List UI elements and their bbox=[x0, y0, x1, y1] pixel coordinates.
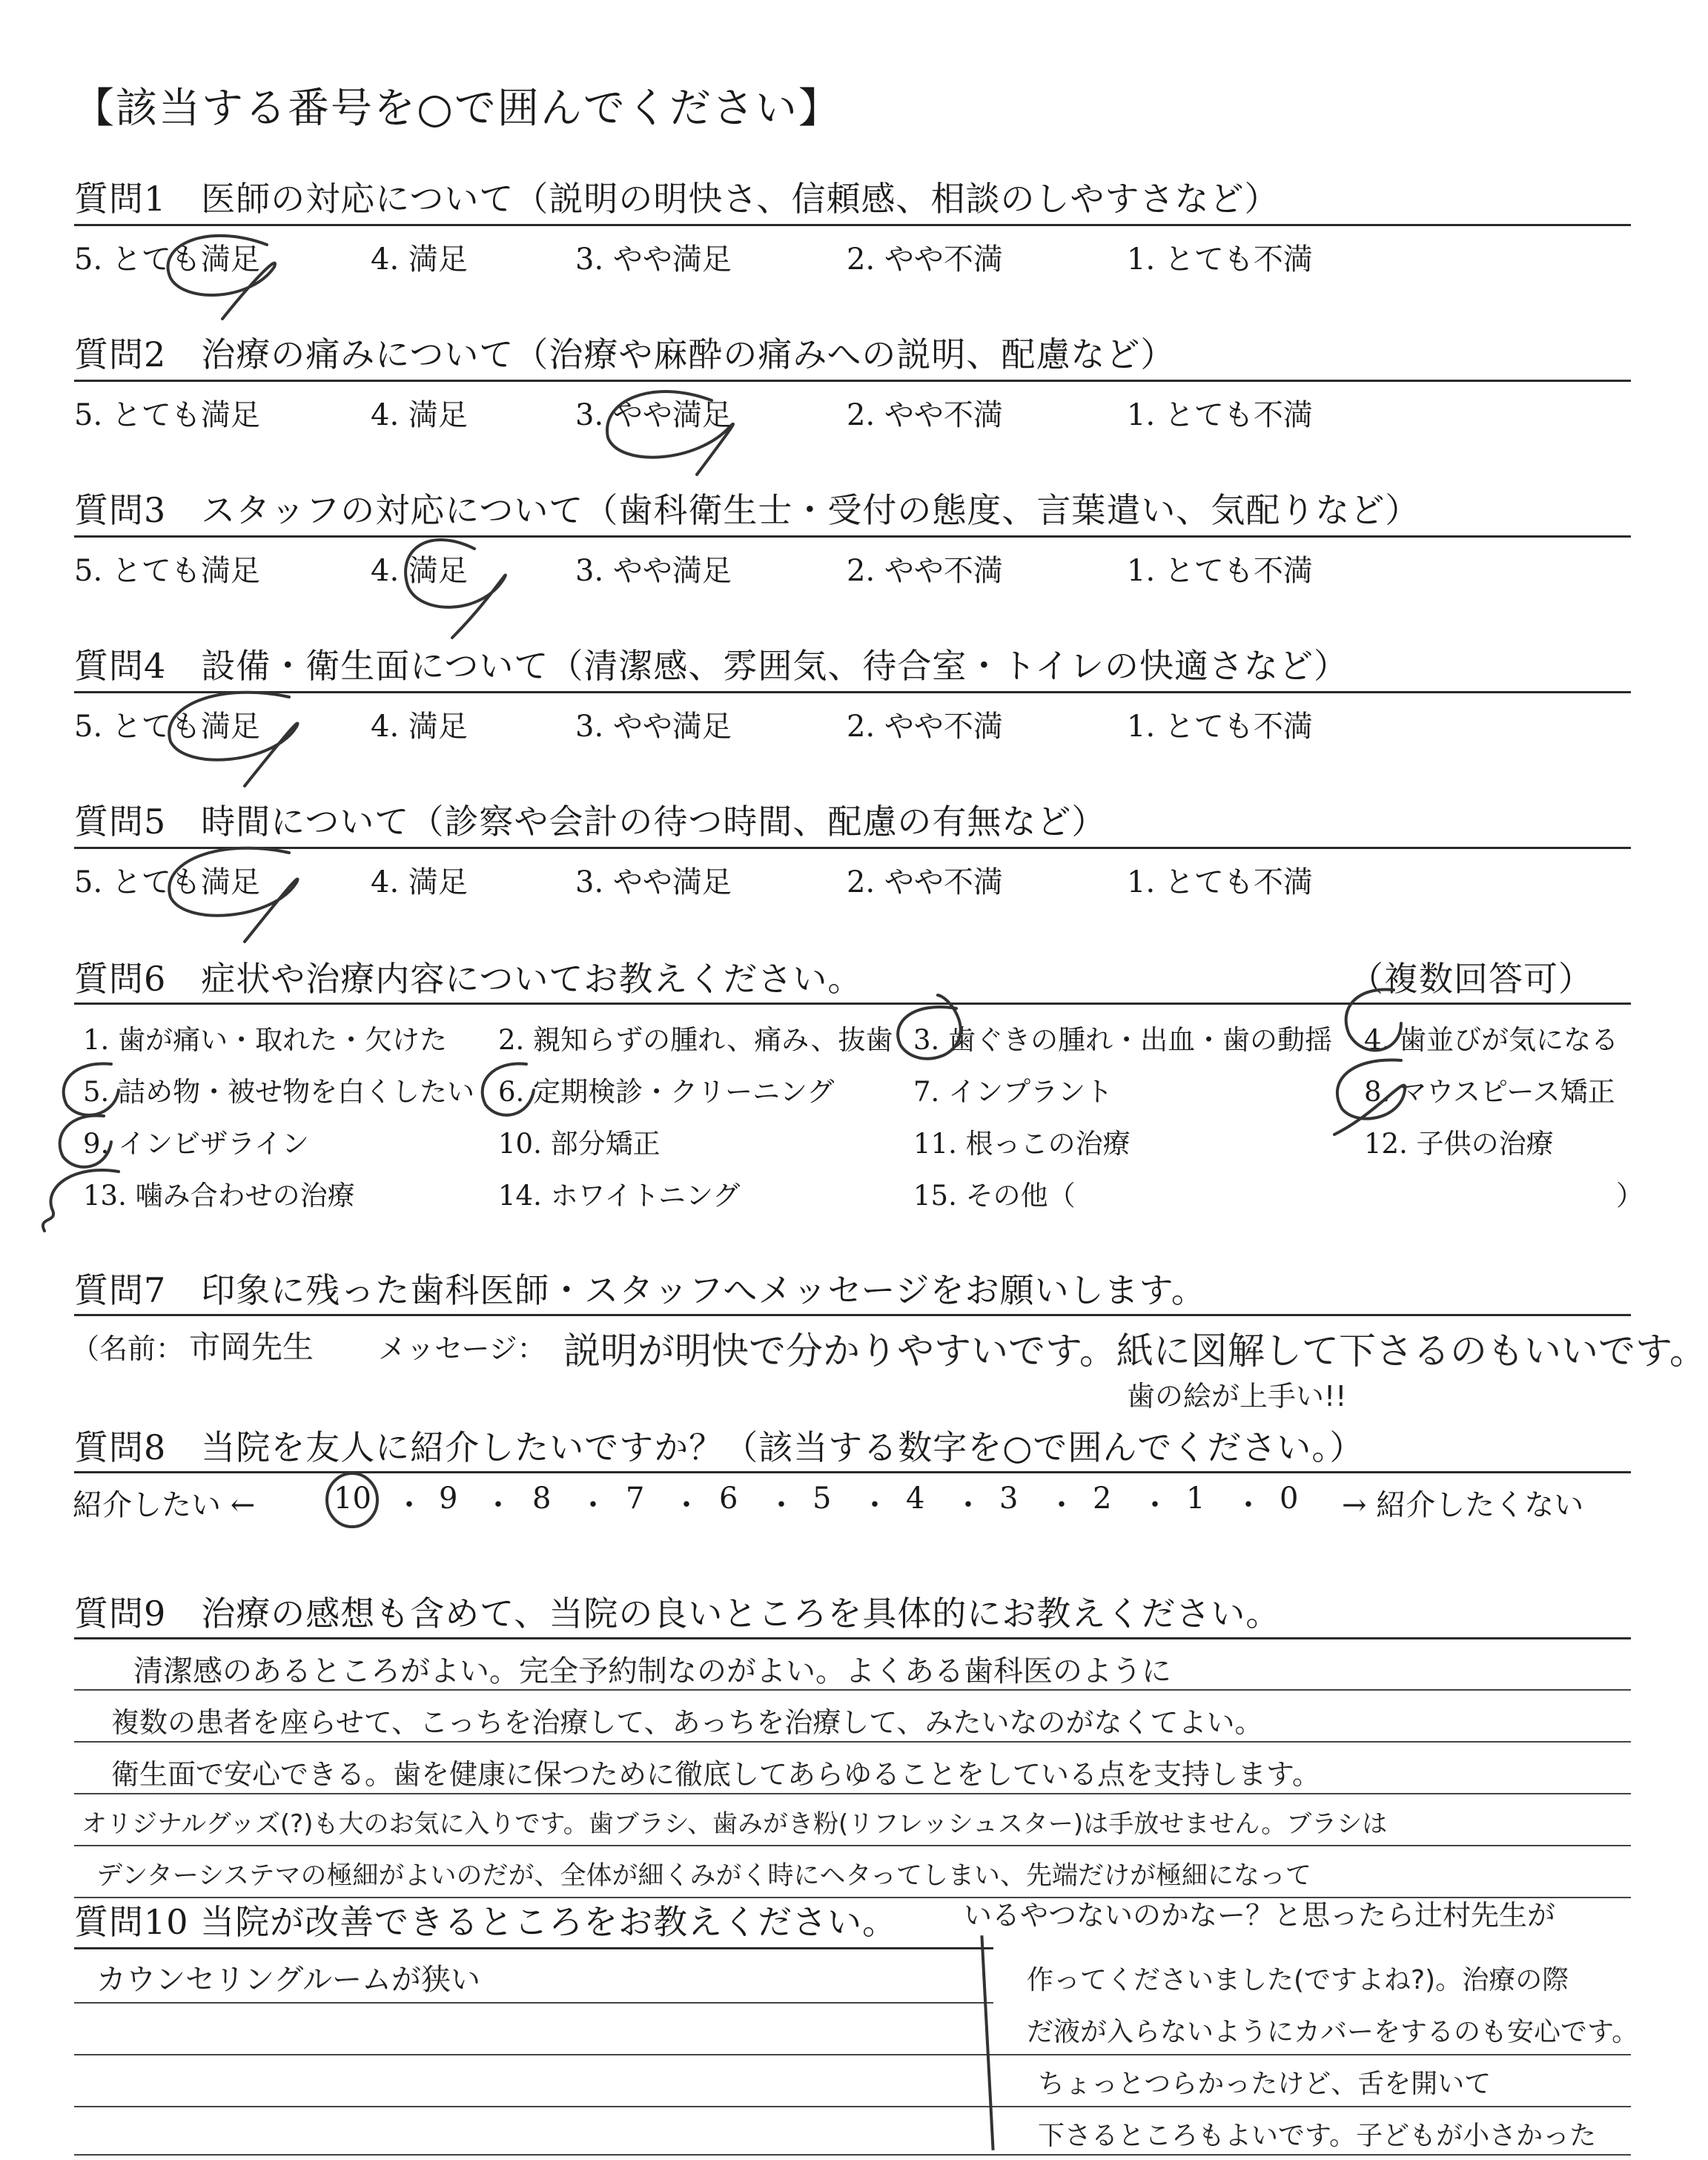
q1-options bbox=[74, 236, 1631, 280]
q6-item-12[interactable]: 12. 子供の治療 bbox=[1364, 1128, 1554, 1160]
q1-option-5[interactable]: 5. とても満足 bbox=[74, 242, 260, 277]
q6-item-8[interactable]: 8. マウスピース矯正 bbox=[1364, 1076, 1615, 1108]
q9-continued-line-2[interactable]: だ液が入らないようにカバーをするのも安心です。 bbox=[1027, 2017, 1639, 2047]
q8-right-label: → 紹介したくない bbox=[1342, 1488, 1584, 1522]
q9-answer-line-6[interactable]: いるやつないのかなー？と思ったら辻村先生が bbox=[964, 1899, 1556, 1932]
q6-item-14[interactable]: 14. ホワイトニング bbox=[498, 1180, 741, 1212]
q4-rule bbox=[74, 691, 1631, 693]
q7-name-label: （名前： bbox=[71, 1332, 185, 1365]
q8-scale-dot: ・ bbox=[953, 1488, 983, 1522]
q8-scale-1[interactable]: 1 bbox=[1186, 1482, 1205, 1516]
q8-scale-8[interactable]: 8 bbox=[532, 1482, 552, 1516]
q8-left-label: 紹介したい ← bbox=[73, 1488, 256, 1522]
q6-item-4[interactable]: 4. 歯並びが気になる bbox=[1364, 1024, 1619, 1056]
q1-option-4[interactable]: 4. 満足 bbox=[371, 242, 468, 277]
q8-scale-dot: ・ bbox=[578, 1488, 608, 1522]
q3-title: 質問3 スタッフの対応について（歯科衛生士・受付の態度、言葉遣い、気配りなど） bbox=[74, 490, 1420, 530]
q3-options bbox=[74, 547, 1631, 592]
q8-scale bbox=[334, 1482, 1371, 1526]
q8-scale-4[interactable]: 4 bbox=[906, 1482, 925, 1516]
q2-option-3[interactable]: 3. やや満足 bbox=[575, 398, 732, 432]
q9-answer-line-1[interactable]: 清潔感のあるところがよい。完全予約制なのがよい。よくある歯科医のように bbox=[133, 1654, 1171, 1688]
q10-answer[interactable]: カウンセリングルームが狭い bbox=[96, 1963, 480, 1997]
q9-line-rule bbox=[74, 1793, 1631, 1794]
q4-option-2[interactable]: 2. やや不満 bbox=[847, 710, 1003, 744]
q9-answer-line-2[interactable]: 複数の患者を座らせて、こっちを治療して、あっちを治療して、みたいなのがなくてよい。 bbox=[111, 1706, 1263, 1739]
q9-continuation-divider bbox=[980, 1935, 994, 2150]
q5-option-1[interactable]: 1. とても不満 bbox=[1127, 865, 1313, 899]
q9-title: 質問9 治療の感想も含めて、当院の良いところを具体的にお教えください。 bbox=[74, 1593, 1281, 1634]
q1-rule bbox=[74, 224, 1631, 226]
q2-option-1[interactable]: 1. とても不満 bbox=[1127, 398, 1313, 432]
instruction-header: 【該当する番号を○で囲んでください】 bbox=[73, 85, 841, 133]
q6-item-2[interactable]: 2. 親知らずの腫れ、痛み、抜歯 bbox=[498, 1024, 893, 1056]
q5-option-5[interactable]: 5. とても満足 bbox=[74, 865, 260, 899]
q2-title: 質問2 治療の痛みについて（治療や麻酔の痛みへの説明、配慮など） bbox=[74, 334, 1176, 374]
q8-scale-dot: ・ bbox=[1140, 1488, 1170, 1522]
q8-title: 質問8 当院を友人に紹介したいですか？（該当する数字を○で囲んでください。） bbox=[74, 1427, 1365, 1467]
q4-option-3[interactable]: 3. やや満足 bbox=[575, 710, 732, 744]
q10-line-rule bbox=[74, 2106, 1631, 2107]
q5-options bbox=[74, 859, 1631, 903]
q6-title: 質問6 症状や治療内容についてお教えください。 bbox=[74, 959, 863, 999]
q3-option-1[interactable]: 1. とても不満 bbox=[1127, 554, 1313, 588]
q10-line-rule bbox=[74, 2154, 1631, 2156]
q1-option-3[interactable]: 3. やや満足 bbox=[575, 242, 732, 277]
q6-other-close: ） bbox=[1616, 1180, 1644, 1212]
q10-line-rule bbox=[74, 2002, 993, 2004]
q10-title: 質問10 当院が改善できるところをお教えください。 bbox=[74, 1902, 898, 1942]
q8-scale-dot: ・ bbox=[1234, 1488, 1263, 1522]
q6-item-11[interactable]: 11. 根っこの治療 bbox=[913, 1128, 1131, 1160]
q8-scale-10[interactable]: 10 bbox=[334, 1482, 371, 1516]
q7-title: 質問7 印象に残った歯科医師・スタッフへメッセージをお願いします。 bbox=[74, 1270, 1206, 1310]
q3-option-2[interactable]: 2. やや不満 bbox=[847, 554, 1003, 588]
q6-item-3[interactable]: 3. 歯ぐきの腫れ・出血・歯の動揺 bbox=[913, 1024, 1333, 1056]
q5-option-4[interactable]: 4. 満足 bbox=[371, 865, 468, 899]
q4-option-1[interactable]: 1. とても不満 bbox=[1127, 710, 1313, 744]
q9-answer-line-3[interactable]: 衛生面で安心できる。歯を健康に保つために徹底してあらゆることをしている点を支持します。 bbox=[111, 1758, 1320, 1791]
q2-option-2[interactable]: 2. やや不満 bbox=[847, 398, 1003, 432]
q1-title: 質問1 医師の対応について（説明の明快さ、信頼感、相談のしやすさなど） bbox=[74, 179, 1280, 219]
q6-rule bbox=[74, 1003, 1631, 1005]
q9-answer-line-5[interactable]: デンターシステマの極細がよいのだが、全体が細くみがく時にヘタってしまい、先端だけが極細になって bbox=[96, 1861, 1312, 1891]
q7-message-label: メッセージ： bbox=[378, 1332, 546, 1365]
q3-option-3[interactable]: 3. やや満足 bbox=[575, 554, 732, 588]
q3-option-4[interactable]: 4. 満足 bbox=[371, 554, 468, 588]
q2-rule bbox=[74, 380, 1631, 382]
q4-option-5[interactable]: 5. とても満足 bbox=[74, 710, 260, 744]
q4-options bbox=[74, 703, 1631, 747]
q6-item-10[interactable]: 10. 部分矯正 bbox=[498, 1128, 661, 1160]
q5-option-3[interactable]: 3. やや満足 bbox=[575, 865, 732, 899]
q3-option-5[interactable]: 5. とても満足 bbox=[74, 554, 260, 588]
q8-scale-6[interactable]: 6 bbox=[719, 1482, 738, 1516]
q10-line-rule bbox=[74, 2054, 1631, 2055]
q4-option-4[interactable]: 4. 満足 bbox=[371, 710, 468, 744]
q5-option-2[interactable]: 2. やや不満 bbox=[847, 865, 1003, 899]
q6-item-13[interactable]: 13. 噛み合わせの治療 bbox=[83, 1180, 355, 1212]
q7-rule bbox=[74, 1314, 1631, 1316]
q6-item-1[interactable]: 1. 歯が痛い・取れた・欠けた bbox=[83, 1024, 448, 1056]
q8-scale-dot: ・ bbox=[483, 1488, 513, 1522]
q7-message-note: 歯の絵が上手い!! bbox=[1127, 1380, 1347, 1413]
q6-item-6[interactable]: 6. 定期検診・クリーニング bbox=[498, 1076, 835, 1108]
q8-scale-dot: ・ bbox=[1047, 1488, 1076, 1522]
q9-continued-line-4[interactable]: 下さるところもよいです。子どもが小さかった bbox=[1038, 2121, 1597, 2151]
q9-rule bbox=[74, 1637, 1631, 1639]
q10-rule bbox=[74, 1947, 993, 1949]
q6-item-5[interactable]: 5. 詰め物・被せ物を白くしたい bbox=[83, 1076, 475, 1108]
q1-option-1[interactable]: 1. とても不満 bbox=[1127, 242, 1313, 277]
q4-title: 質問4 設備・衛生面について（清潔感、雰囲気、待合室・トイレの快適さなど） bbox=[74, 646, 1349, 686]
q6-item-9[interactable]: 9. インビザライン bbox=[83, 1128, 309, 1160]
q5-title: 質問5 時間について（診察や会計の待つ時間、配慮の有無など） bbox=[74, 802, 1107, 842]
q8-scale-dot: ・ bbox=[767, 1488, 796, 1522]
q8-scale-dot: ・ bbox=[672, 1488, 701, 1522]
q8-scale-3[interactable]: 3 bbox=[999, 1482, 1019, 1516]
q1-option-2[interactable]: 2. やや不満 bbox=[847, 242, 1003, 277]
q6-item-15[interactable]: 15. その他（ bbox=[913, 1180, 1076, 1212]
q8-scale-dot: ・ bbox=[394, 1488, 424, 1522]
q8-scale-5[interactable]: 5 bbox=[812, 1482, 832, 1516]
q8-scale-2[interactable]: 2 bbox=[1093, 1482, 1112, 1516]
q2-option-5[interactable]: 5. とても満足 bbox=[74, 398, 260, 432]
q7-message-value[interactable]: 説明が明快で分かりやすいです。紙に図解して下さるのもいいです。 bbox=[563, 1330, 1707, 1373]
q9-line-rule bbox=[74, 1741, 1631, 1743]
q8-scale-0[interactable]: 0 bbox=[1280, 1482, 1299, 1516]
q5-rule bbox=[74, 847, 1631, 849]
q9-continued-line-1[interactable]: 作ってくださいました(ですよね?)。治療の際 bbox=[1027, 1965, 1569, 1995]
q9-line-rule bbox=[74, 1845, 1631, 1846]
q9-answer-line-4[interactable]: オリジナルグッズ(?)も大のお気に入りです。歯ブラシ、歯みがき粉(リフレッシュスター)は手放せません。ブラシは bbox=[82, 1809, 1388, 1839]
q2-option-4[interactable]: 4. 満足 bbox=[371, 398, 468, 432]
q2-options bbox=[74, 392, 1631, 436]
q7-name-value[interactable]: 市岡先生 bbox=[189, 1329, 314, 1365]
q8-scale-7[interactable]: 7 bbox=[626, 1482, 645, 1516]
q6-note: （複数回答可） bbox=[1349, 959, 1593, 999]
q8-scale-dot: ・ bbox=[860, 1488, 890, 1522]
q8-rule bbox=[74, 1471, 1631, 1473]
q3-rule bbox=[74, 535, 1631, 538]
q9-continued-line-3[interactable]: ちょっとつらかったけど、舌を開いて bbox=[1038, 2069, 1492, 2099]
q8-scale-9[interactable]: 9 bbox=[439, 1482, 458, 1516]
q6-item-7[interactable]: 7. インプラント bbox=[913, 1076, 1113, 1108]
